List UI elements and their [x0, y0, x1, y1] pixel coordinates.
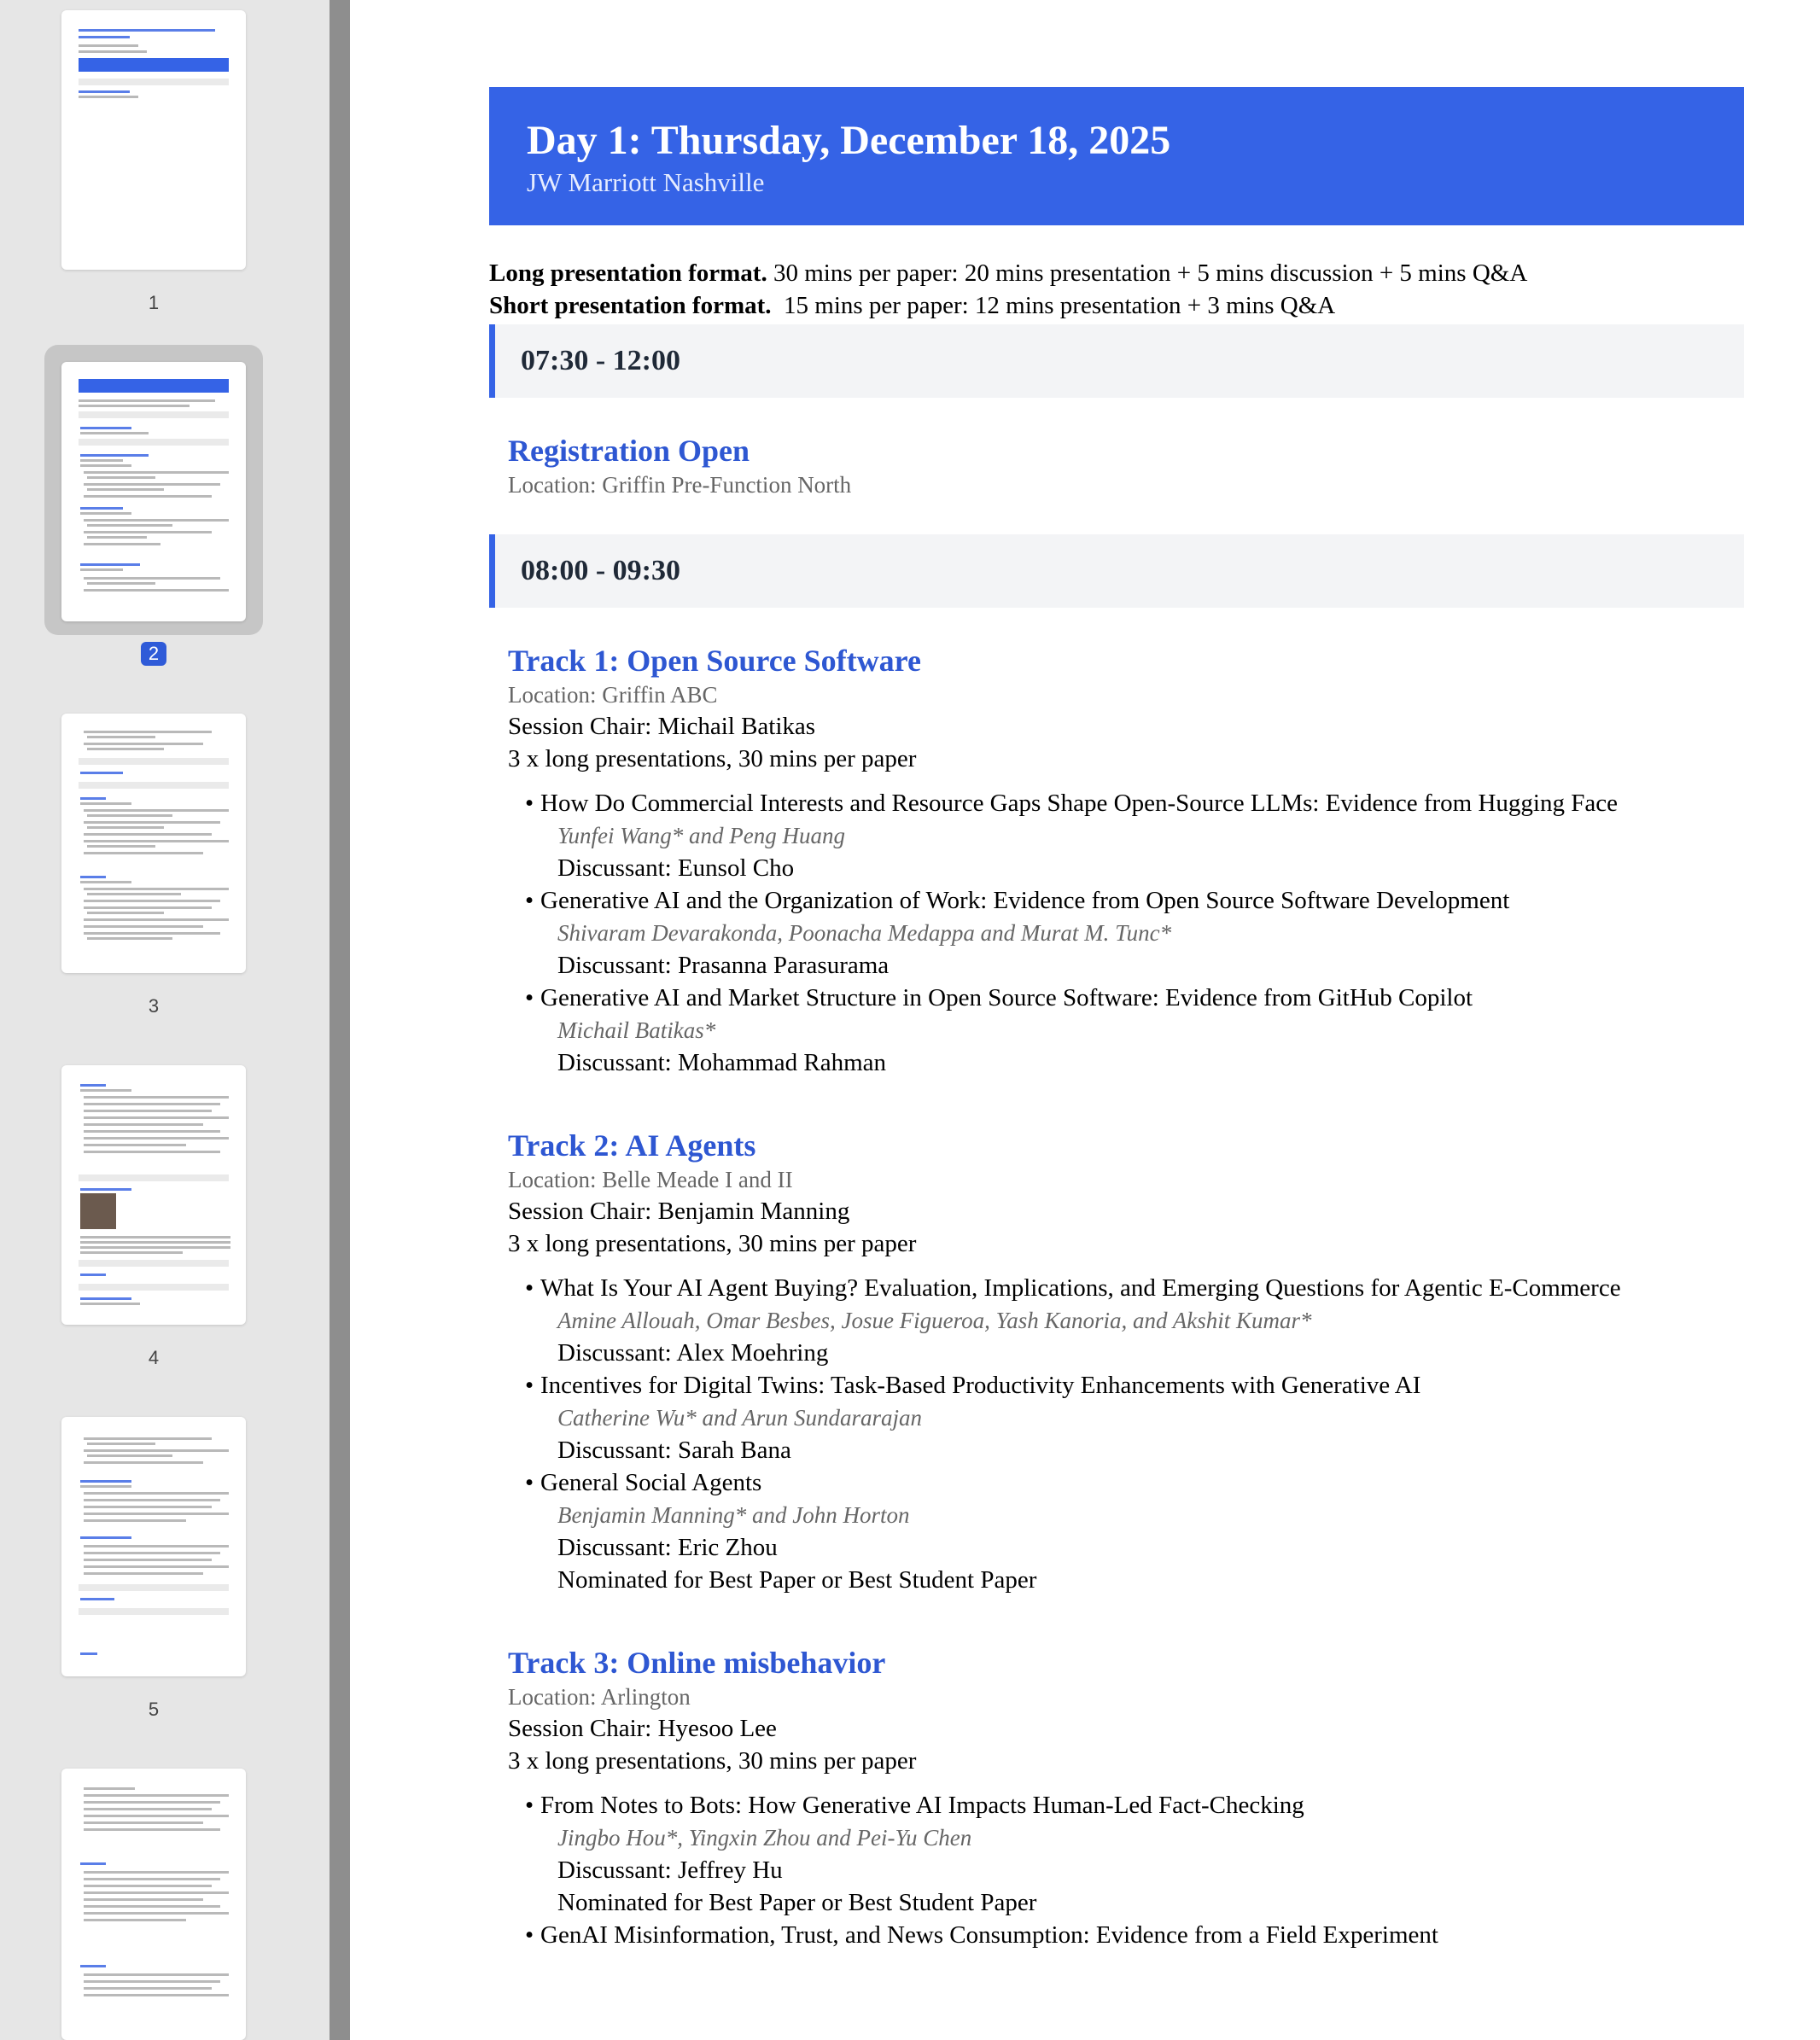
- session-chair: Session Chair: Benjamin Manning: [508, 1198, 850, 1225]
- paper-authors: Yunfei Wang* and Peng Huang: [557, 823, 846, 848]
- session-chair: Session Chair: Michail Batikas: [508, 713, 816, 740]
- paper-authors: Catherine Wu* and Arun Sundararajan: [557, 1405, 923, 1431]
- paper-item: [508, 1466, 1737, 1596]
- track-block: [508, 642, 1737, 1079]
- paper-discussant: Discussant: Mohammad Rahman: [557, 1049, 887, 1076]
- presentation-format: 3 x long presentations, 30 mins per paper: [508, 1230, 917, 1257]
- paper-list: [508, 1789, 1737, 1951]
- session-chair: Session Chair: Hyesoo Lee: [508, 1715, 777, 1742]
- bullet: •: [525, 1792, 534, 1819]
- award-nomination: Nominated for Best Paper or Best Student Paper: [557, 1889, 1037, 1916]
- short-format-label: Short presentation format.: [489, 292, 772, 319]
- paper-discussant: Discussant: Eunsol Cho: [557, 854, 795, 882]
- long-format-label: Long presentation format.: [489, 259, 767, 287]
- track-location: Location: Griffin ABC: [508, 682, 718, 708]
- paper-title: Generative AI and the Organization of Work: Evidence from Open Source Software Development: [540, 887, 1510, 914]
- paper-item: [508, 787, 1737, 884]
- day-title: Day 1: Thursday, December 18, 2025: [527, 118, 1171, 163]
- page-thumbnail-5[interactable]: [61, 1417, 246, 1676]
- paper-item: [508, 884, 1737, 982]
- track-block: [508, 1644, 1737, 1951]
- paper-discussant: Discussant: Sarah Bana: [557, 1437, 791, 1464]
- registration-title: Registration Open: [508, 434, 750, 468]
- thumbnail-number-4[interactable]: 4: [148, 1347, 160, 1368]
- short-format-line: [489, 289, 1335, 322]
- page-thumbnail-3[interactable]: [61, 714, 246, 973]
- paper-title: What Is Your AI Agent Buying? Evaluation, Implications, and Emerging Questions for Agentic E-Commerce: [540, 1274, 1621, 1302]
- presentation-format: 3 x long presentations, 30 mins per paper: [508, 1747, 917, 1775]
- paper-authors: Benjamin Manning* and John Horton: [557, 1502, 910, 1528]
- paper-title: Incentives for Digital Twins: Task-Based Productivity Enhancements with Generative AI: [540, 1372, 1421, 1399]
- bullet: •: [525, 887, 534, 914]
- paper-discussant: Discussant: Alex Moehring: [557, 1339, 829, 1367]
- track-block: [508, 1127, 1737, 1596]
- bullet: •: [525, 1274, 534, 1302]
- day-venue: JW Marriott Nashville: [527, 167, 765, 197]
- paper-authors: Michail Batikas*: [557, 1017, 716, 1043]
- speaker-photo-thumbnail: [80, 1193, 116, 1229]
- selected-page-badge: 2: [141, 642, 166, 666]
- long-format-line: [489, 257, 1527, 289]
- paper-item: [508, 1919, 1737, 1951]
- bullet: •: [525, 984, 534, 1011]
- thumbnail-number-5[interactable]: 5: [148, 1699, 160, 1720]
- track-location: Location: Belle Meade I and II: [508, 1167, 793, 1192]
- paper-title: GenAI Misinformation, Trust, and News Consumption: Evidence from a Field Experiment: [540, 1921, 1438, 1949]
- paper-item: [508, 1789, 1737, 1919]
- sidebar-divider[interactable]: [330, 0, 350, 2040]
- paper-title: Generative AI and Market Structure in Open Source Software: Evidence from GitHub Copilot: [540, 984, 1473, 1011]
- bullet: •: [525, 790, 534, 817]
- time-slot-header: 08:00 - 09:30: [489, 534, 1744, 608]
- page-thumbnail-2[interactable]: [61, 362, 246, 621]
- track-title: Track 1: Open Source Software: [508, 644, 921, 678]
- paper-discussant: Discussant: Eric Zhou: [557, 1534, 778, 1561]
- paper-authors: Jingbo Hou*, Yingxin Zhou and Pei-Yu Chen: [557, 1825, 972, 1851]
- paper-item: [508, 1369, 1737, 1466]
- paper-authors: Shivaram Devarakonda, Poonacha Medappa and Murat M. Tunc*: [557, 920, 1172, 946]
- page-thumbnail-4[interactable]: [61, 1065, 246, 1325]
- paper-discussant: Discussant: Jeffrey Hu: [557, 1856, 783, 1884]
- track-title: Track 3: Online misbehavior: [508, 1646, 886, 1680]
- bullet: •: [525, 1921, 534, 1949]
- award-nomination: Nominated for Best Paper or Best Student Paper: [557, 1566, 1037, 1594]
- paper-list: [508, 1272, 1737, 1596]
- bullet: •: [525, 1372, 534, 1399]
- page-thumbnail-1[interactable]: [61, 10, 246, 270]
- thumbnail-number-3[interactable]: 3: [148, 995, 160, 1017]
- document-page: [350, 0, 1820, 2040]
- paper-title: From Notes to Bots: How Generative AI Impacts Human-Led Fact-Checking: [540, 1792, 1304, 1819]
- paper-title: General Social Agents: [540, 1469, 762, 1496]
- time-slot-header: 07:30 - 12:00: [489, 324, 1744, 398]
- registration-location: Location: Griffin Pre-Function North: [508, 472, 852, 498]
- thumbnail-number-2[interactable]: [61, 642, 246, 666]
- presentation-format: 3 x long presentations, 30 mins per paper: [508, 745, 917, 772]
- track-title: Track 2: AI Agents: [508, 1128, 756, 1163]
- long-format-text: 30 mins per paper: 20 mins presentation + 5 mins discussion + 5 mins Q&A: [767, 259, 1528, 287]
- page-thumbnail-6[interactable]: [61, 1769, 246, 2040]
- day-header-banner: [489, 87, 1744, 225]
- paper-authors: Amine Allouah, Omar Besbes, Josue Figueroa, Yash Kanoria, and Akshit Kumar*: [557, 1308, 1312, 1333]
- paper-list: [508, 787, 1737, 1079]
- paper-title: How Do Commercial Interests and Resource Gaps Shape Open-Source LLMs: Evidence from Hugging Face: [540, 790, 1618, 817]
- bullet: •: [525, 1469, 534, 1496]
- registration-block: [508, 432, 1737, 500]
- thumbnail-number-1[interactable]: 1: [148, 292, 160, 313]
- paper-discussant: Discussant: Prasanna Parasurama: [557, 952, 890, 979]
- paper-item: [508, 1272, 1737, 1369]
- paper-item: [508, 982, 1737, 1079]
- track-location: Location: Arlington: [508, 1684, 691, 1710]
- thumbnail-sidebar: [0, 0, 330, 2040]
- short-format-text: 15 mins per paper: 12 mins presentation + 3 mins Q&A: [771, 292, 1336, 319]
